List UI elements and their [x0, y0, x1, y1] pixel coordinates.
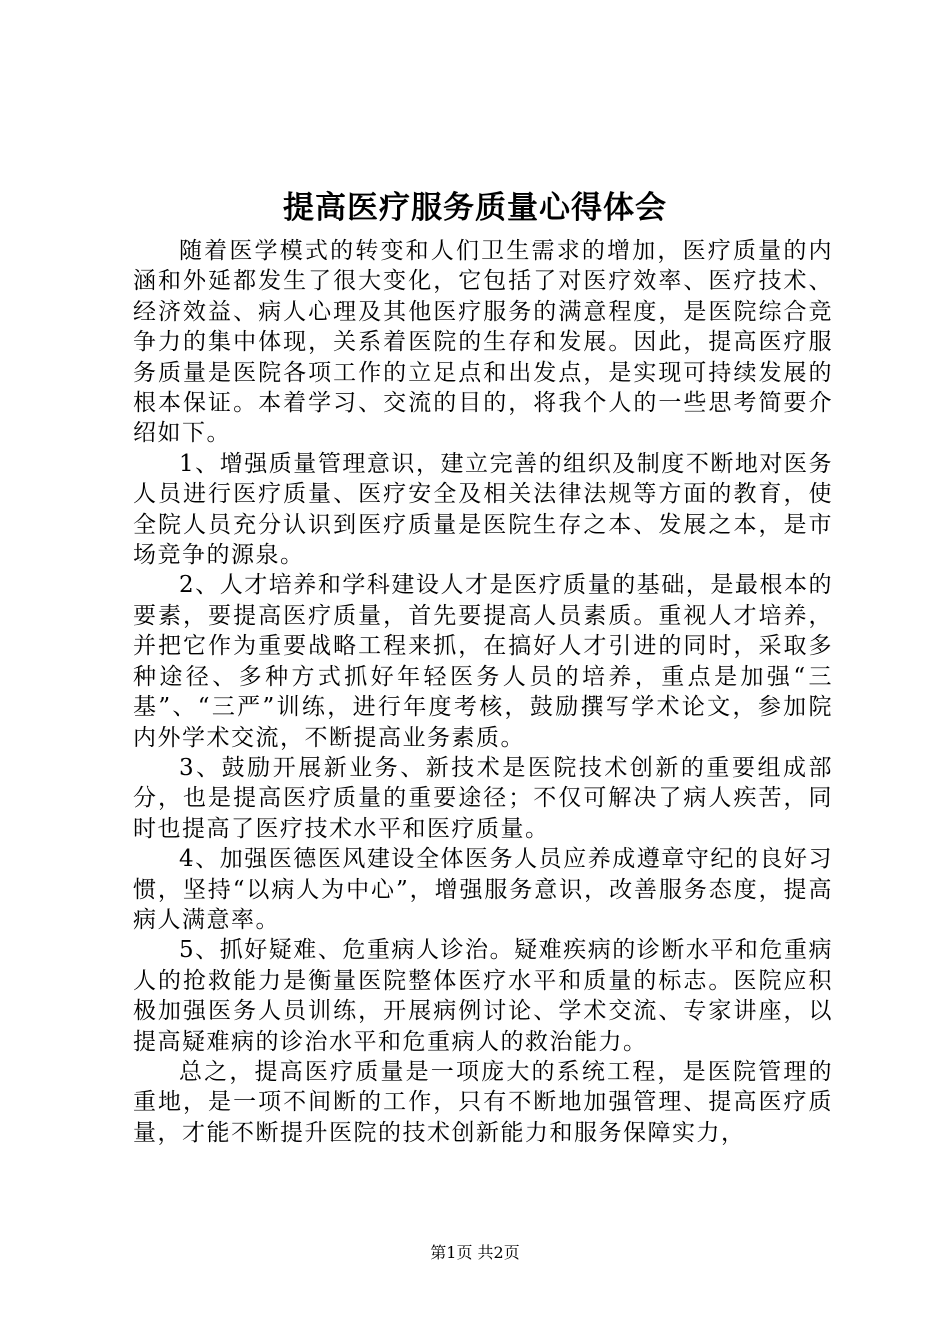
point-3-paragraph: 3、鼓励开展新业务、新技术是医院技术创新的重要组成部分，也是提高医疗质量的重要途径；不仅可解决了病人疾苦，同时也提高了医疗技术水平和医疗质量。	[133, 754, 833, 842]
conclusion-paragraph: 总之，提高医疗质量是一项庞大的系统工程，是医院管理的重地，是一项不间断的工作，只有不断地加强管理、提高医疗质量，才能不断提升医院的技术创新能力和服务保障实力，	[133, 1058, 833, 1146]
page-footer: 第1页 共2页	[430, 1243, 520, 1262]
document-body	[133, 236, 833, 1148]
intro-paragraph: 随着医学模式的转变和人们卫生需求的增加，医疗质量的内涵和外延都发生了很大变化，它包括了对医疗效率、医疗技术、经济效益、病人心理及其他医疗服务的满意程度，是医院综合竞争力的集中体现，关系着医院的生存和发展。因此，提高医疗服务质量是医院各项工作的立足点和出发点，是实现可持续发展的根本保证。本着学习、交流的目的，将我个人的一些思考简要介绍如下。	[133, 238, 833, 447]
point-4-paragraph: 4、加强医德医风建设全体医务人员应养成遵章守纪的良好习惯，坚持“以病人为中心”，增强服务意识，改善服务态度，提高病人满意率。	[133, 846, 833, 933]
document-title: 提高医疗服务质量心得体会	[283, 190, 667, 226]
point-2-paragraph: 2、人才培养和学科建设人才是医疗质量的基础，是最根本的要素，要提高医疗质量，首先要提高人员素质。重视人才培养，并把它作为重要战略工程来抓，在搞好人才引进的同时，采取多种途径、多种方式抓好年轻医务人员的培养，重点是加强“三基”、“三严”训练，进行年度考核，鼓励撰写学术论文，参加院内外学术交流，不断提高业务素质。	[133, 572, 833, 751]
point-5-paragraph: 5、抓好疑难、危重病人诊治。疑难疾病的诊断水平和危重病人的抢救能力是衡量医院整体医疗水平和质量的标志。医院应积极加强医务人员训练，开展病例讨论、学术交流、专家讲座，以提高疑难病的诊治水平和危重病人的救治能力。	[133, 937, 833, 1055]
point-1-paragraph: 1、增强质量管理意识，建立完善的组织及制度不断地对医务人员进行医疗质量、医疗安全及相关法律法规等方面的教育，使全院人员充分认识到医疗质量是医院生存之本、发展之本，是市场竞争的源泉。	[133, 450, 833, 569]
